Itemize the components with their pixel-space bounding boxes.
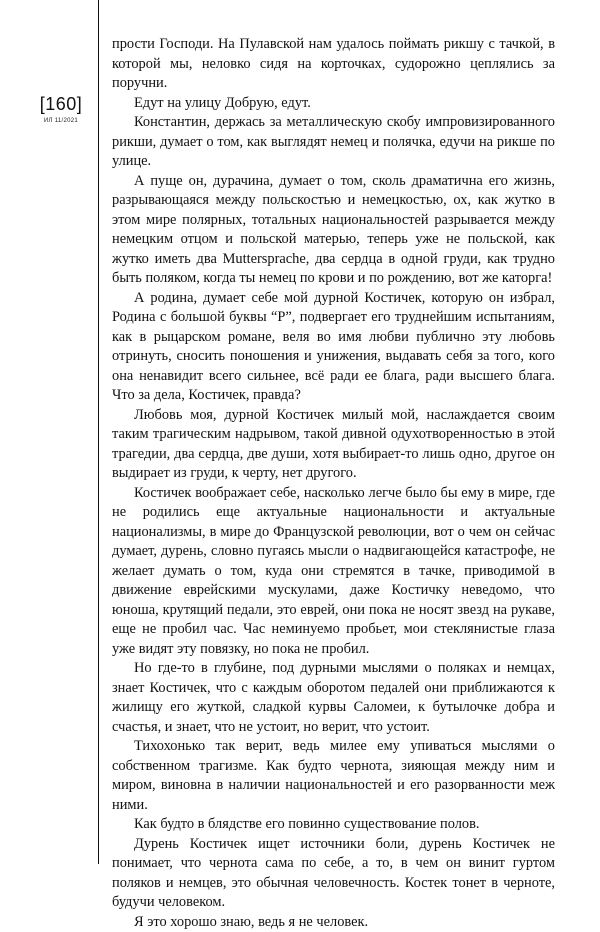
page-number: [160] xyxy=(30,94,92,114)
paragraph: Но где-то в глубине, под дурными мыслями о поляках и немцах, знает Костичек, что с каждым оборотом педалей они приближаются к жилищу его жуткой, сладкой курвы Саломеи, к бутылочке добра и счастья, и знает, что не устоит, но верит, что устоит. xyxy=(112,659,555,737)
paragraph: Тихохонько так верит, ведь милее ему упиваться мыслями о собственном трагизме. Как будто чернота, зияющая между ним и миром, виновна в наличии национальностей и его разорванности меж ними. xyxy=(112,737,555,815)
page-number-value: 160 xyxy=(45,94,77,114)
paragraph: Константин, держась за металлическую скобу импровизированного рикши, думает о том, как выглядят немец и полячка, едучи на рикше по улице. xyxy=(112,113,555,172)
page-marker xyxy=(30,94,92,124)
paragraph: Как будто в блядстве его повинно существование полов. xyxy=(112,815,555,835)
paragraph: Дурень Костичек ищет источники боли, дурень Костичек не понимает, что чернота сама по себе, а то, в чем он винит гуртом поляков и немцев, это обычная человечность. Костек тонет в черноте, будучи человеком. xyxy=(112,835,555,913)
paragraph: Костичек воображает себе, насколько легче было бы ему в мире, где не родились еще актуальные национальности и актуальные национализмы, в мире до Французской революции, вот о чем он сейчас думает, дурень, словно пугаясь мысли о надвигающейся катастрофе, не желает думать о том, куда они стремятся в тачке, приводимой в движение еврейскими мускулами, даже Костичку неведомо, что юноша, крутящий педали, это еврей, они пока не носят звезд на рукаве, еще не пробил час. Час неминуемо пробьет, мои стеклянистые глаза уже видят эту повязку, но пока не пробил. xyxy=(112,484,555,660)
paragraph: прости Господи. На Пулавской нам удалось поймать рикшу с тачкой, в которой мы, неловко сидя на корточках, судорожно цеплялись за поручни. xyxy=(112,35,555,94)
body-text xyxy=(112,35,555,932)
journal-code: ИЛ 11/2021 xyxy=(30,118,92,124)
paragraph: Любовь моя, дурной Костичек милый мой, наслаждается своим таким трагическим надрывом, такой дивной одухотворенностью в этой трагедии, два сердца, две души, хотя выбирает-то лишь одно, другое он выдирает из груди, к черту, нет другого. xyxy=(112,406,555,484)
paragraph: А пуще он, дурачина, думает о том, сколь драматична его жизнь, разрывающаяся между польскостью и немецкостью, ох, как жутко в этом мире полярных, тотальных национальностей разрывается между немецким отцом и польской матерью, теперь уже не польской, как жутко иметь два Muttersprache, два сердца в одной груди, как трудно быть поляком, когда ты немец по крови и по рождению, вот же каторга! xyxy=(112,172,555,289)
paragraph: Едут на улицу Добрую, едут. xyxy=(112,94,555,114)
paragraph: Я это хорошо знаю, ведь я не человек. xyxy=(112,913,555,932)
margin-rule xyxy=(98,0,99,864)
paragraph: А родина, думает себе мой дурной Костичек, которую он избрал, Родина с большой буквы “Р”, подвергает его труднейшим испытаниям, как в рыцарском романе, веля во имя любви публично эту любовь отринуть, сносить поношения и унижения, выдавать себя за того, кого она ненавидит всего сильнее, всё ради ее блага, ради высшего блага. Что за дела, Костичек, правда? xyxy=(112,289,555,406)
